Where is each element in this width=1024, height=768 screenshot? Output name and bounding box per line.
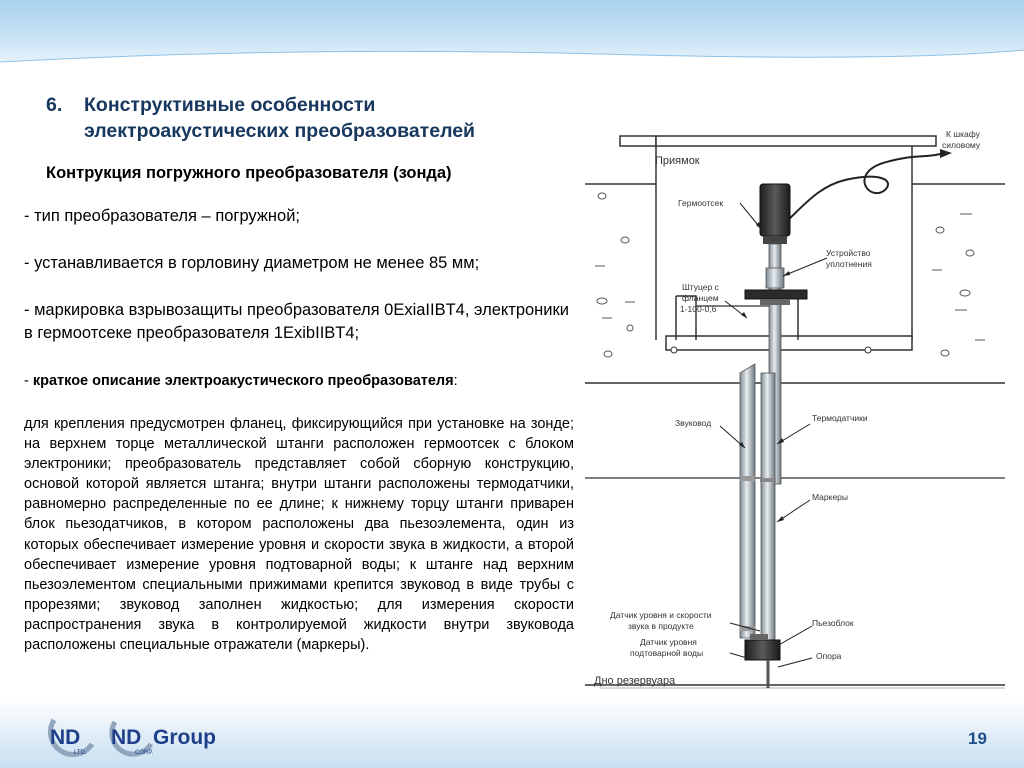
group-logo-nd: ND [111, 726, 142, 749]
nd-group-logo [105, 714, 235, 760]
slide-title [46, 92, 586, 144]
probe-rod-lower [761, 373, 775, 641]
page-number: 19 [968, 729, 987, 748]
support-label: Опора [816, 651, 842, 661]
fitting-label-line3: 1-100-0,6 [680, 304, 717, 314]
hermetic-housing [760, 184, 790, 236]
tank-bottom-label: Дно резервуара [594, 675, 676, 687]
bullet-item: - устанавливается в горловину диаметром не менее 85 мм; [24, 254, 480, 272]
nd-logo-text: ND [50, 726, 81, 749]
title-line1: Конструктивные особенности [84, 94, 376, 116]
nd-logo-small: LTD. [74, 750, 87, 756]
group-logo-small: CORP. [135, 750, 154, 756]
bullet-list [24, 205, 579, 369]
short-description-prefix: - [24, 373, 33, 389]
pit-walls [585, 136, 1005, 688]
short-description-title: краткое описание электроакустического преобразователя [32, 373, 454, 389]
subtitle: Контрукция погружного преобразователя (зонда) [46, 164, 452, 182]
fitting-label-line2: фланцем [682, 293, 719, 303]
group-logo-word: Group [153, 726, 216, 749]
cabinet-label-line1: К шкафу [946, 129, 980, 139]
cable [788, 154, 940, 220]
water-sensor-label-line2: подтоварной воды [630, 648, 704, 658]
fitting-label-line1: Штуцер с [682, 282, 719, 292]
markers-label: Маркеры [812, 492, 849, 502]
water-sensor-label-line1: Датчик уровня [640, 637, 697, 647]
waveguide-label: Звуковод [675, 418, 712, 428]
title-line2: электроакустических преобразователей [84, 120, 476, 142]
seal-label-line1: Устройство [826, 248, 871, 258]
header-band [0, 0, 1024, 62]
thermo-label: Термодатчики [812, 413, 868, 423]
level-sensor-label-line1: Датчик уровня и скорости [610, 610, 712, 620]
short-description-heading [24, 373, 458, 389]
short-description-suffix: : [453, 373, 458, 389]
probe-flange [745, 290, 807, 299]
nd-logo [40, 714, 104, 760]
bullet-item: - маркировка взрывозащиты преобразователя 0ExiaIIBT4, электроники в гермоотсеке преобразователя 1ExibIIBT4; [24, 301, 569, 342]
cabinet-label-line2: силовому [942, 140, 981, 150]
seal-label-line2: уплотнения [826, 259, 872, 269]
bullet-item: - тип преобразователя – погружной; [24, 207, 300, 225]
description-text: для крепления предусмотрен фланец, фиксирующийся при установке на зонде; на верхнем торце металлической штанги расположен гермоотсек с блоком электроники; преобразователь представляет собой сборную конструкцию, основой которой является штанга; внутри штанги расположены термодатчики, равномерно распределенные по ее длине; к нижнему торцу штанги приварен блок пьезодатчиков, в котором расположены два пьезоэлемента, один из которых обеспечивает измерение уровня и скорости звука в жидкости, а второй обеспечивает измерение уровня подтоварной воды; к штанге над верхним пьезоэлементом специальными прижимами крепится звуковод в виде трубы с прорезями; звуковод заполнен жидкостью; для измерения скорости распространения звука в контролируемой жидкости внутри звуковода расположены специальные отражатели (маркеры). [24, 416, 574, 654]
header-wave [0, 40, 1024, 70]
pit-label: Приямок [655, 155, 700, 167]
waveguide-tube [740, 364, 755, 638]
probe-diagram [580, 118, 1020, 703]
piezo-block [745, 640, 780, 660]
level-sensor-label-line2: звука в продукте [628, 621, 694, 631]
title-number: 6. [46, 94, 63, 116]
hermetic-label: Гермоотсек [678, 198, 724, 208]
piezo-label: Пьезоблок [812, 618, 854, 628]
